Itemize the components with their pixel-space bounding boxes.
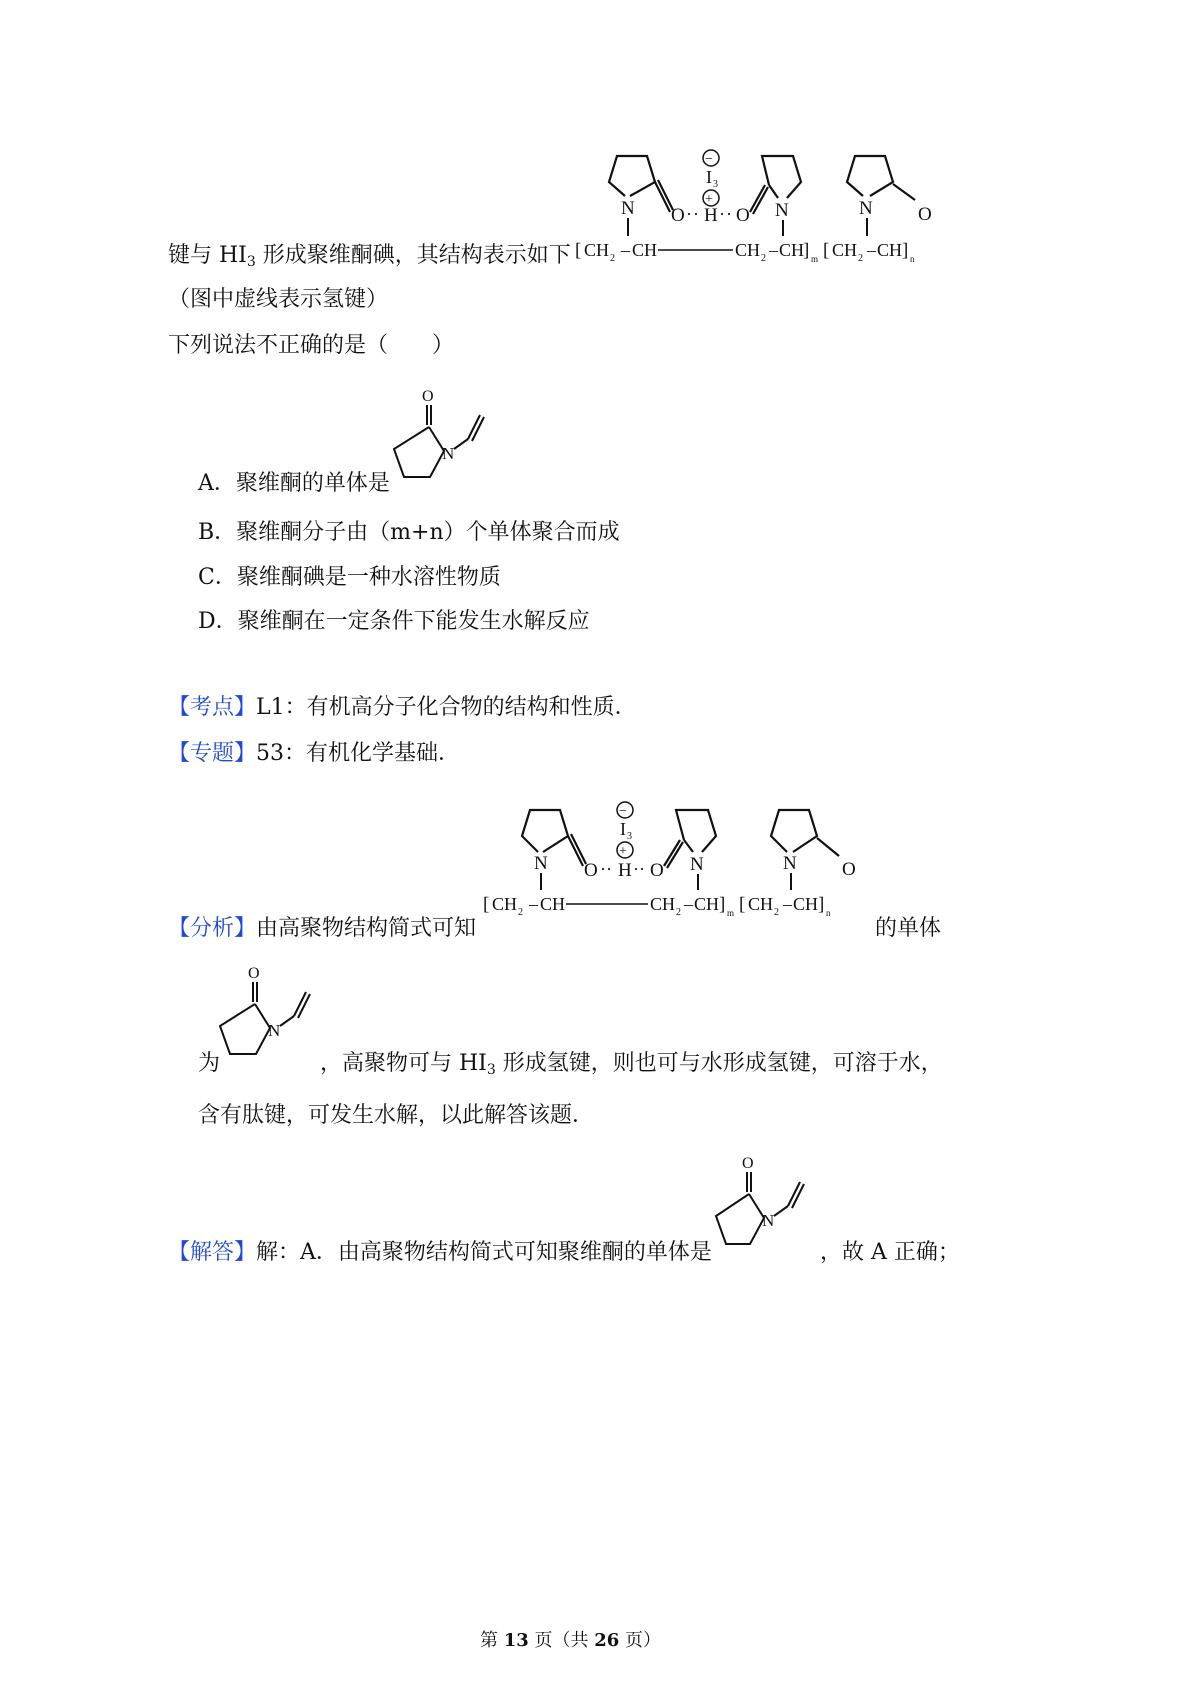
page-number: 13 <box>503 1630 529 1651</box>
zhuanti-line: 【专题】53：有机化学基础． <box>168 741 461 766</box>
svg-text:N: N <box>762 1211 775 1230</box>
svg-text:2: 2 <box>761 253 766 264</box>
svg-text:N: N <box>621 198 635 219</box>
svg-text:n: n <box>826 908 831 918</box>
kaodian-tag: 【考点】 <box>168 695 257 720</box>
svg-text:··: ·· <box>600 859 612 879</box>
svg-text:O: O <box>248 965 260 982</box>
fenxi-tag: 【分析】 <box>168 916 257 941</box>
svg-text:n: n <box>910 254 915 264</box>
jieda-tag: 【解答】 <box>168 1240 257 1265</box>
svg-text:O: O <box>918 204 932 225</box>
svg-text:N: N <box>783 853 797 874</box>
pyrrolidone-ring-1 <box>522 810 598 890</box>
svg-text:O: O <box>650 860 664 881</box>
svg-text:H: H <box>704 205 718 226</box>
svg-text:I: I <box>620 819 626 839</box>
svg-text:CH: CH <box>735 240 761 260</box>
svg-text:N: N <box>268 1021 281 1040</box>
svg-text:−: − <box>619 804 627 819</box>
svg-text:CH: CH <box>748 894 774 914</box>
svg-text:CH: CH <box>540 894 566 914</box>
iodide-anion <box>617 802 633 859</box>
question-line-1: 键与 $HI_3$ 形成聚维酮碘，其结构表示如下 <box>168 243 571 270</box>
svg-text:+: + <box>619 844 627 859</box>
option-b: B．聚维酮分子由（m+n）个单体聚合而成 <box>198 520 620 545</box>
fenxi-line-1-tail: 的单体 <box>875 916 942 941</box>
svg-text:N: N <box>690 854 704 875</box>
fenxi-line-1: 【分析】由高聚物结构简式可知 <box>168 916 477 941</box>
svg-text:2: 2 <box>518 907 523 918</box>
svg-text:··: ·· <box>633 859 645 879</box>
question-line-2: （图中虚线表示氢键） <box>168 287 389 312</box>
svg-text:CH: CH <box>694 894 720 914</box>
svg-text:m: m <box>811 254 819 264</box>
svg-text:2: 2 <box>774 907 779 918</box>
polymer-structure-2 <box>483 790 863 930</box>
monomer-structure-jieda <box>720 1150 820 1260</box>
svg-text:]: ] <box>719 894 726 915</box>
svg-text:]: ] <box>803 240 810 261</box>
polymer-structure-1 <box>575 140 935 270</box>
svg-text:m: m <box>727 908 735 918</box>
page-footer: 第 13 页（共 26 页） <box>480 1630 662 1651</box>
svg-text:2: 2 <box>610 253 615 264</box>
svg-text:O: O <box>742 1155 754 1172</box>
svg-text:–: – <box>621 240 630 260</box>
svg-text:+: + <box>705 192 713 207</box>
svg-text:CH: CH <box>650 894 676 914</box>
svg-text:O: O <box>584 860 598 881</box>
svg-text:[: [ <box>823 240 830 261</box>
svg-text:CH: CH <box>492 894 518 914</box>
svg-text:3: 3 <box>713 179 718 190</box>
svg-text:N: N <box>534 853 548 874</box>
svg-text:]: ] <box>818 894 825 915</box>
svg-text:O: O <box>671 205 685 226</box>
svg-text:··: ·· <box>686 204 700 224</box>
svg-text:H: H <box>618 860 632 881</box>
svg-text:[: [ <box>739 894 746 915</box>
svg-text:N: N <box>442 444 455 463</box>
svg-text:CH: CH <box>584 240 610 260</box>
kaodian-line: 【考点】L1：有机高分子化合物的结构和性质． <box>168 695 637 720</box>
polymer-backbone-1 <box>575 240 920 264</box>
svg-text:–: – <box>867 240 876 260</box>
pyrrolidone-ring-3 <box>847 156 932 236</box>
fenxi-wei: 为 <box>198 1051 221 1076</box>
pyrrolidone-ring-3 <box>771 810 856 890</box>
pyrrolidone-ring-2 <box>650 810 716 890</box>
monomer-structure-a <box>392 385 497 495</box>
svg-text:–: – <box>684 894 693 914</box>
svg-text:N: N <box>859 198 873 219</box>
jieda-line: 【解答】解：A．由高聚物结构简式可知聚维酮的单体是 <box>168 1240 712 1265</box>
iodide-anion <box>703 150 719 207</box>
pyrrolidone-ring-1 <box>609 156 685 236</box>
option-a: A．聚维酮的单体是 <box>198 471 390 496</box>
svg-text:2: 2 <box>676 907 681 918</box>
svg-text:3: 3 <box>627 831 632 842</box>
svg-text:O: O <box>736 205 750 226</box>
monomer-structure-fenxi <box>218 960 318 1070</box>
pyrrolidone-ring-2 <box>736 156 801 236</box>
svg-text:−: − <box>705 152 713 167</box>
svg-text:··: ·· <box>719 204 733 224</box>
fenxi-line-3: 含有肽键，可发生水解，以此解答该题． <box>198 1103 595 1128</box>
svg-text:I: I <box>706 167 712 187</box>
option-d: D．聚维酮在一定条件下能发生水解反应 <box>198 609 590 634</box>
svg-text:CH: CH <box>877 240 903 260</box>
svg-text:O: O <box>422 388 434 405</box>
zhuanti-tag: 【专题】 <box>168 741 257 766</box>
jieda-line-tail: ，故 A 正确； <box>820 1240 960 1265</box>
svg-text:]: ] <box>902 240 909 261</box>
fenxi-line-2: ，高聚物可与 $HI_3$ 形成氢键，则也可与水形成氢键，可溶于水， <box>320 1051 943 1078</box>
svg-text:–: – <box>783 894 792 914</box>
polymer-backbone-2 <box>483 894 831 918</box>
question-line-3: 下列说法不正确的是（ ） <box>168 333 455 358</box>
svg-text:CH: CH <box>832 240 858 260</box>
svg-text:[: [ <box>483 894 490 915</box>
svg-text:–: – <box>769 240 778 260</box>
svg-text:CH: CH <box>632 240 658 260</box>
svg-text:CH: CH <box>779 240 805 260</box>
svg-text:–: – <box>529 894 538 914</box>
option-c: C．聚维酮碘是一种水溶性物质 <box>198 565 501 590</box>
svg-text:CH: CH <box>793 894 819 914</box>
page-total: 26 <box>594 1630 620 1651</box>
svg-text:2: 2 <box>858 253 863 264</box>
svg-text:[: [ <box>575 240 582 261</box>
svg-text:N: N <box>775 200 789 221</box>
svg-text:O: O <box>842 859 856 880</box>
